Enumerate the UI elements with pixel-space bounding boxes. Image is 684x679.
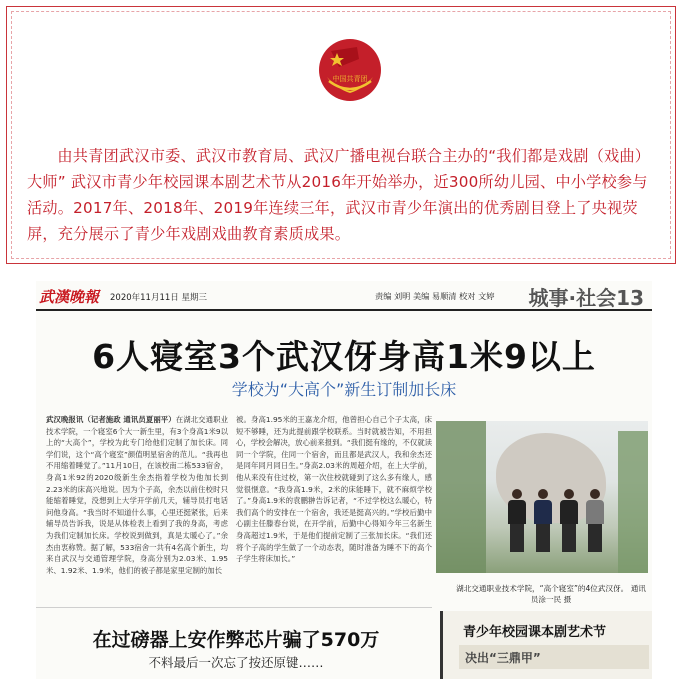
article-byline: 武汉晚报讯（记者施政 通讯员夏丽平） xyxy=(46,415,176,424)
students-photo xyxy=(436,421,648,573)
newspaper-page xyxy=(36,281,652,679)
photo-tree-left xyxy=(436,421,486,573)
newspaper-logo: 武漢晚報 xyxy=(39,288,100,306)
sidebar-box xyxy=(440,611,652,679)
photo-student-3 xyxy=(560,489,578,553)
sidebar-box-subtitle-bar xyxy=(459,645,649,669)
intro-text: 由共青团武汉市委、武汉市教育局、武汉广播电视台联合主办的“我们都是戏剧（戏曲）大师” 武汉市青少年校园课本剧艺术节从2016年开始举办，近300所幼儿园、中小学校参与活动。2017年、2018年、2019年连续三年，武汉市青少年演出的优秀剧目登上了央视荧屏，充分展示了青少年戏剧戏曲教育素质成果。 xyxy=(27,147,651,243)
page-number: 13 xyxy=(616,286,644,310)
masthead xyxy=(36,281,652,311)
section-title xyxy=(529,282,644,311)
second-subhead: 不料最后一次忘了按还原键…… xyxy=(148,655,324,670)
photo-student-4 xyxy=(586,489,604,553)
photo-caption: 湖北交通职业技术学院，“高个寝室”的4位武汉伢。 通讯员涂一民 摄 xyxy=(456,584,646,604)
sidebar-box-title: 青少年校园课本剧艺术节 xyxy=(463,625,607,640)
photo-student-1 xyxy=(508,489,526,553)
article-column-1 xyxy=(46,414,228,576)
article-column-2: 被。身高1.95米的王嘉龙介绍，他曾担心自己个子太高，床短不够睡，还为此提前跟学校联系。当时就被告知，不用担心，学校会解决，放心前来报到。“我们挺有缘的，不仅就读同一个学院，住同一个宿舍，而且都是武汉人，我和余杰还是同年同月同日生。”身高2.03米的周超介绍，在上大学前，他从来没有住过校，第一次住校就碰到了这么多有缘人，感觉很惬意。“我身高1.9米，2米的床能睡下，就不麻烦学校了。”身高1.9米的袁鹏翀告诉记者，“不过学校这么暖心，特我们高个的安排在一个宿舍，我还是挺高兴的。”学校后勤中心副主任滕春台说，在开学前，后勤中心得知今年三名新生身高超过1.9米，于是他们提前定制了三张加长床。“我们还将个子高的学生做了一个动态表，随时准备为睡不下的高个子学生将床加长。” xyxy=(236,415,432,564)
section-divider xyxy=(36,607,432,608)
editor-credits: 责编 刘明 美编 易顺清 校对 文婷 xyxy=(375,291,495,301)
sidebar-box-subtitle: 决出“三鼎甲” xyxy=(465,651,541,665)
communist-youth-league-emblem-icon xyxy=(317,37,383,103)
article-col1-text: 在湖北交通职业技术学院，一个寝室6个大一新生里，有3个身高1米9以上的“大高个”，学校为此专门给他们定制了加长床。同学们说，这个“高个寝室”颜值明星宿舍的范儿。“我再也不用缩着睡觉了。”11月10日，在该校南二栋533宿舍，身高1米92的2020级新生余杰指着学校为他加长到2.23米的床高兴地说。因为个子高，余杰以前住校时只能缩着睡觉，没想到上大学开学前几天，辅导员打电话问他身高。“我当时不知道什么事，心里还挺紧张，后来辅导员告诉我，说是从体检表上看到了我的身高，考虑为我们定制加长床。学校说到做到，真是太暖心了。”余杰由衷称赞。据了解，533宿舍一共有4名高个新生，均来自武汉与交通管理学院，身高分别为2.03米、1.95米、1.92米、1.9米，他们的被子都是家里定制的加长 xyxy=(46,415,228,575)
main-subhead: 学校为“大高个”新生订制加长床 xyxy=(231,380,457,399)
intro-panel xyxy=(6,6,676,264)
issue-date: 2020年11月11日 星期三 xyxy=(110,293,207,303)
second-headline: 在过磅器上安作弊芯片骗了570万 xyxy=(92,629,380,651)
section-name: 城事·社会 xyxy=(528,286,617,310)
main-headline: 6人寝室3个武汉伢身高1米9以上 xyxy=(92,337,596,376)
photo-tree-right xyxy=(618,431,648,573)
emblem-text: 中国共青团 xyxy=(332,75,368,83)
photo-student-2 xyxy=(534,489,552,553)
